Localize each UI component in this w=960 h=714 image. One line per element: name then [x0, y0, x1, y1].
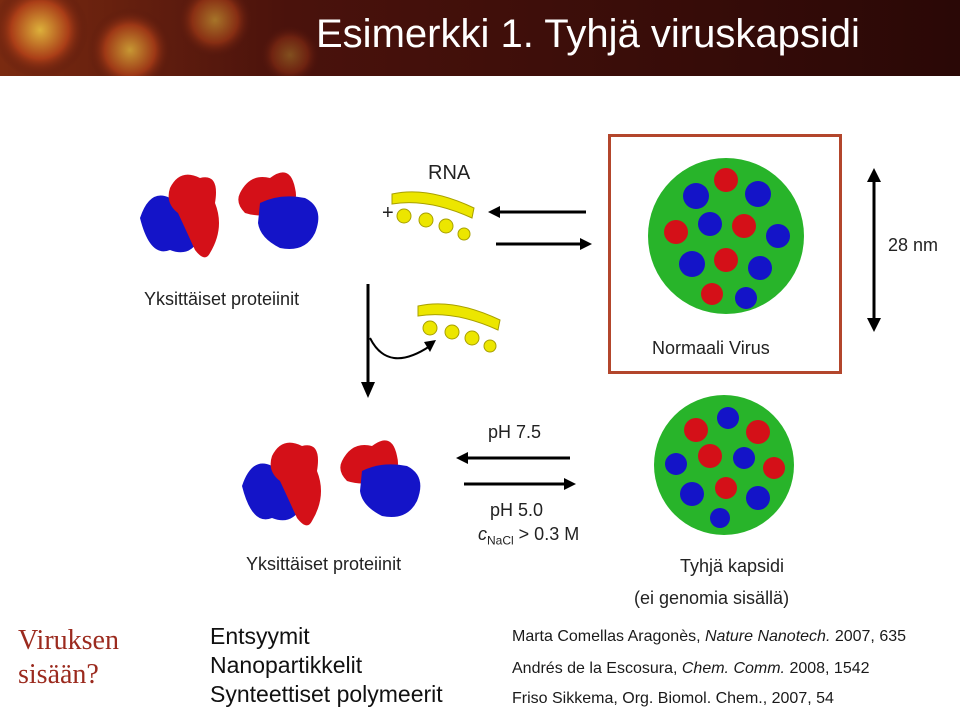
question-line-2: sisään? — [18, 659, 99, 690]
c-value: > 0.3 M — [513, 524, 580, 544]
reference-3: Friso Sikkema, Org. Biomol. Chem., 2007, 54 — [512, 690, 834, 707]
size-scale-arrow — [862, 168, 886, 332]
rna-label: RNA — [428, 162, 471, 184]
equilibrium-arrows-bottom — [454, 448, 578, 494]
slide-title: Esimerkki 1. Tyhjä viruskapsidi — [316, 12, 860, 56]
salt-condition — [478, 524, 579, 548]
protein-pair-top — [130, 158, 330, 268]
cargo-item: Entsyymit — [210, 623, 310, 649]
reference-2: Andrés de la Escosura, Chem. Comm. 2008, 1542 — [512, 660, 870, 677]
proteins-label-bottom: Yksittäiset proteiinit — [246, 554, 402, 574]
size-label: 28 nm — [888, 235, 939, 255]
c-symbol: c — [478, 524, 487, 544]
empty-capsid-label: Tyhjä kapsidi — [680, 556, 785, 576]
normal-virus-label: Normaali Virus — [652, 338, 770, 358]
rna-strand-top — [388, 186, 478, 246]
equilibrium-arrows-top — [486, 200, 594, 256]
rna-strand-released — [414, 298, 504, 358]
cargo-item: Nanopartikkelit — [210, 652, 363, 678]
plus-sign: + — [382, 202, 394, 224]
cargo-list — [210, 622, 443, 709]
reference-1: Marta Comellas Aragonès, Nature Nanotech. 2007, 635 — [512, 628, 907, 645]
cargo-item: Synteettiset polymeerit — [210, 681, 443, 707]
ph-high-label: pH 7.5 — [488, 422, 542, 442]
empty-capsid — [644, 390, 804, 540]
normal-virus-capsid — [646, 148, 806, 323]
protein-pair-bottom — [232, 426, 432, 536]
empty-capsid-sublabel: (ei genomia sisällä) — [634, 588, 790, 608]
proteins-label-top: Yksittäiset proteiinit — [144, 289, 300, 309]
question-line-1: Viruksen — [18, 625, 119, 656]
ph-low-label: pH 5.0 — [490, 500, 544, 520]
c-subscript: NaCl — [487, 533, 514, 548]
